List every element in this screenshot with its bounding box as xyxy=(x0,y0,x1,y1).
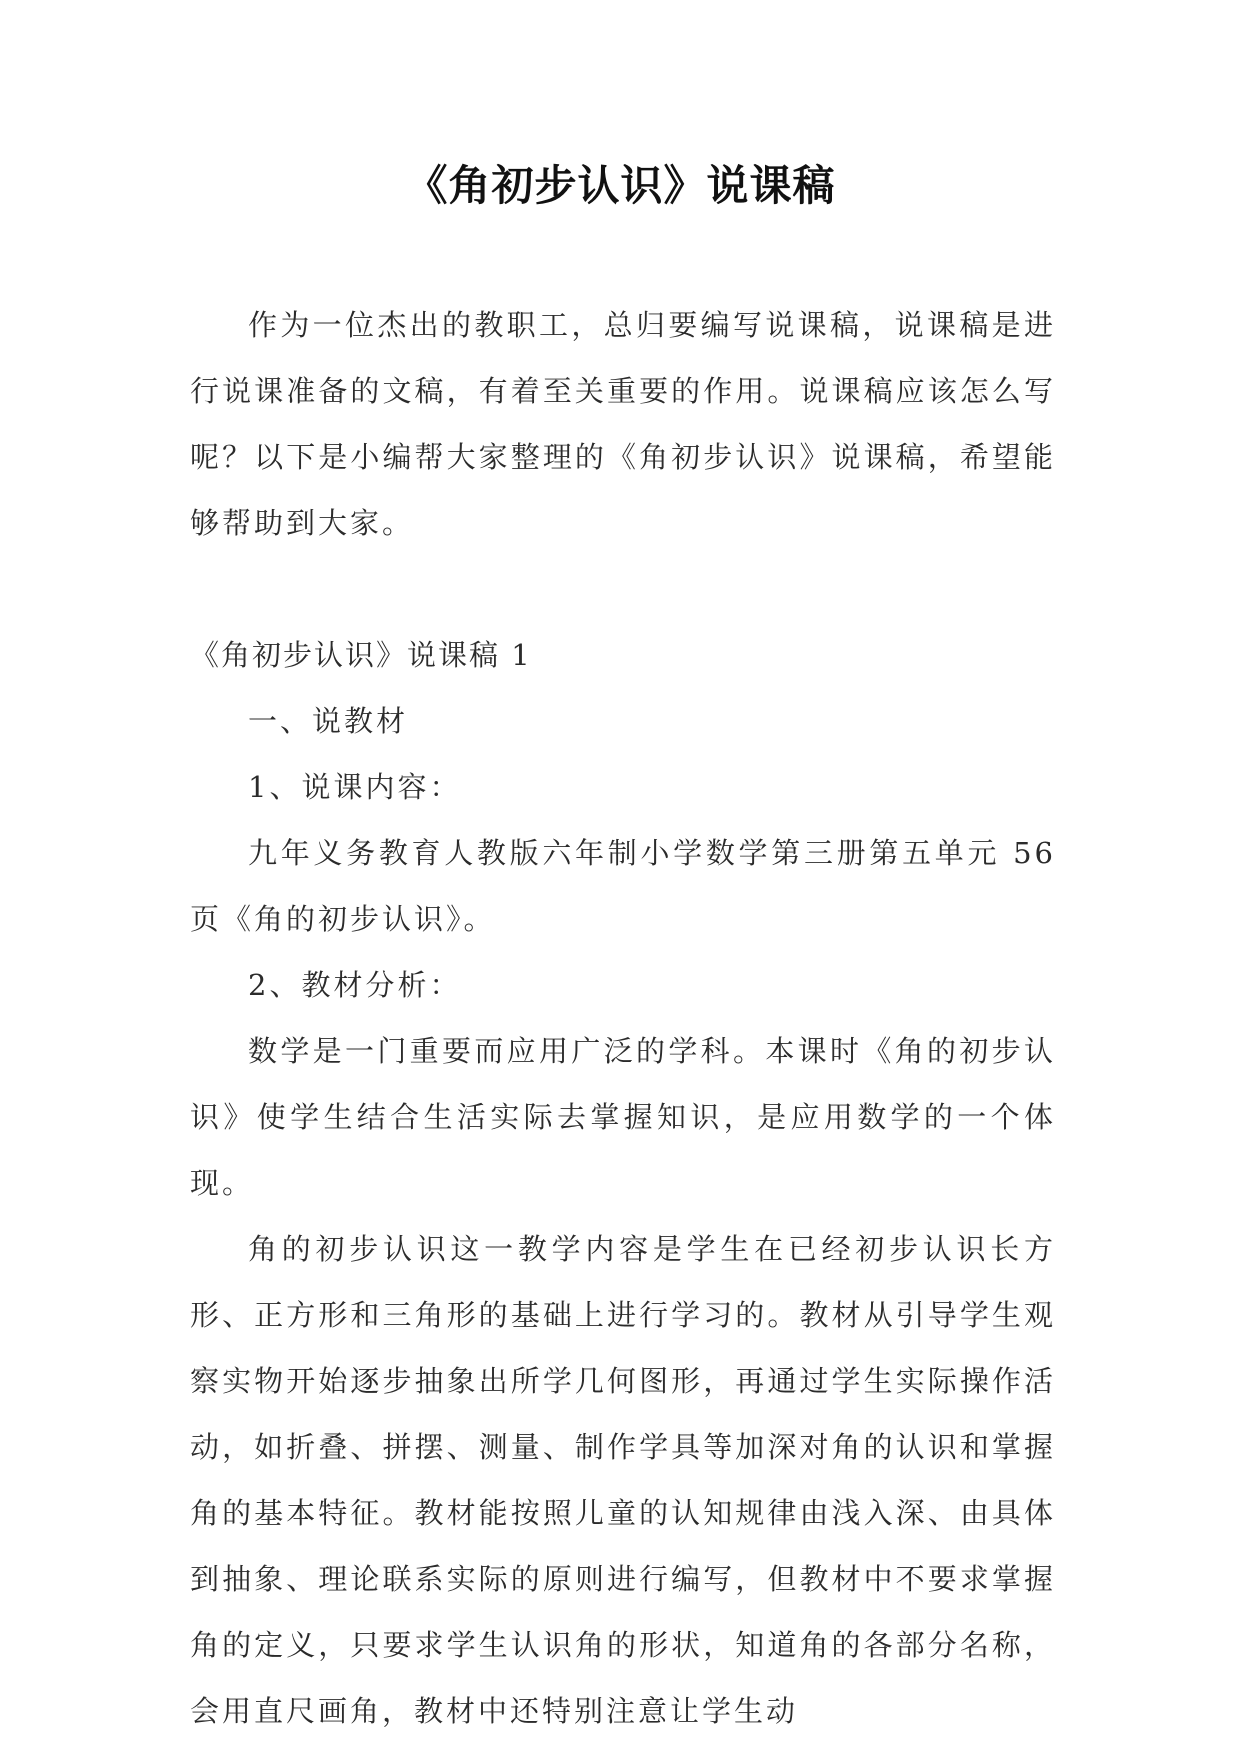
analysis-paragraph-1: 数学是一门重要而应用广泛的学科。本课时《角的初步认识》使学生结合生活实际去掌握知识，是应用数学的一个体现。 xyxy=(190,1034,1056,1200)
heading-material-analysis: 2、教材分析： xyxy=(248,968,462,1002)
section-title: 《角初步认识》说课稿 1 xyxy=(190,638,532,672)
paragraph-spacer xyxy=(190,556,1056,622)
analysis-paragraph-2: 角的初步认识这一教学内容是学生在已经初步认识长方形、正方形和三角形的基础上进行学习的。教材从引导学生观察实物开始逐步抽象出所学几何图形，再通过学生实际操作活动，如折叠、拼摆、测量、制作学具等加深对角的认识和掌握角的基本特征。教材能按照儿童的认知规律由浅入深、由具体到抽象、理论联系实际的原则进行编写，但教材中不要求掌握角的定义，只要求学生认识角的形状，知道角的各部分名称，会用直尺画角，教材中还特别注意让学生动 xyxy=(190,1232,1056,1728)
heading-lesson-content: 1、说课内容： xyxy=(248,770,462,804)
document-title: 《角初步认识》说课稿 xyxy=(405,161,836,210)
intro-paragraph: 作为一位杰出的教职工，总归要编写说课稿，说课稿是进行说课准备的文稿，有着至关重要的作用。说课稿应该怎么写呢？以下是小编帮大家整理的《角初步认识》说课稿，希望能够帮助到大家。 xyxy=(190,308,1056,540)
lesson-content-paragraph: 九年义务教育人教版六年制小学数学第三册第五单元 56 页《角的初步认识》。 xyxy=(190,836,1056,936)
document-body xyxy=(190,292,1056,1744)
heading-teaching-material: 一、说教材 xyxy=(248,704,409,738)
